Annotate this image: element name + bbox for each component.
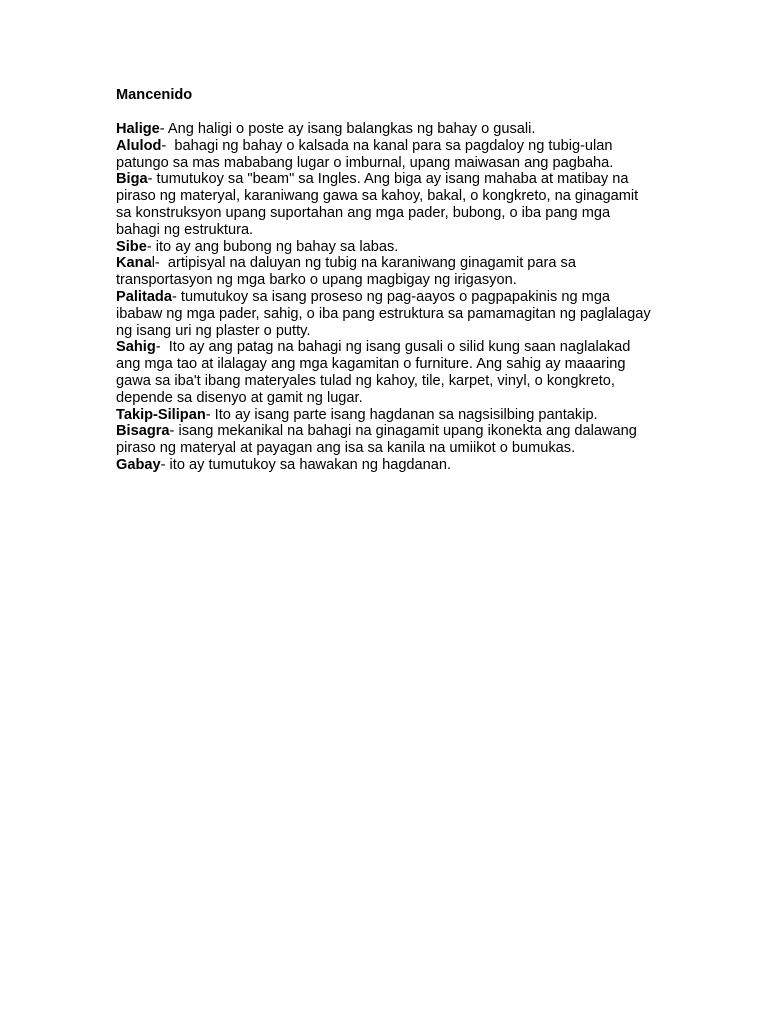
glossary-entry-biga <box>116 171 656 238</box>
entry-term: Alulod <box>116 137 162 154</box>
entry-definition: - ito ay ang bubong ng bahay sa labas. <box>146 238 399 255</box>
entry-definition: - Ito ay ang patag na bahagi ng isang gusali o silid kung saan naglalakad ang mga tao at ilalagay ang mga kagamitan o furniture. Ang sahig ay maaaring gawa sa iba't ibang materyales tulad ng kahoy, tile, karpet, vinyl, o kongkreto, depende sa disenyo at gamit ng lugar. <box>116 339 635 406</box>
entry-term: Sibe <box>116 238 147 255</box>
entry-term: Palitada <box>116 288 172 305</box>
glossary-entry-takip-silipan <box>116 407 656 424</box>
glossary-list <box>116 121 656 474</box>
entry-definition: - bahagi ng bahay o kalsada na kanal para sa pagdaloy ng tubig-ulan patungo sa mas mababang lugar o imburnal, upang maiwasan ang pagbaha. <box>116 137 617 171</box>
entry-definition: - Ito ay isang parte isang hagdanan sa nagsisilbing pantakip. <box>205 406 598 423</box>
glossary-entry-bisagra <box>116 423 656 457</box>
document-page <box>116 87 656 474</box>
entry-definition: - ito ay tumutukoy sa hawakan ng hagdanan. <box>160 456 452 473</box>
glossary-entry-gabay <box>116 457 656 474</box>
document-title: Mancenido <box>116 87 193 103</box>
entry-term: Gabay <box>116 456 161 473</box>
glossary-entry-alulod <box>116 138 656 172</box>
glossary-entry-palitada <box>116 289 656 339</box>
entry-term: Halige <box>116 121 160 137</box>
entry-term: Sahig <box>116 339 156 356</box>
entry-term: Biga <box>116 171 148 188</box>
entry-definition: - tumutukoy sa isang proseso ng pag-aayos o pagpapakinis ng mga ibabaw ng mga pader, sahig, o iba pang estruktura sa pamamagitan ng paglalagay ng isang uri ng plaster o putty. <box>116 288 655 339</box>
entry-definition: - Ang haligi o poste ay isang balangkas ng bahay o gusali. <box>159 121 536 137</box>
entry-definition: - isang mekanikal na bahagi na ginagamit upang ikonekta ang dalawang piraso ng materyal at payagan ang isa sa kanila na umiikot o bumukas. <box>116 423 641 457</box>
entry-term: Takip-Silipan <box>116 406 206 423</box>
entry-term: Bisagra <box>116 423 170 440</box>
glossary-entry-sahig <box>116 339 656 406</box>
entry-definition: l- artipisyal na daluyan ng tubig na karaniwang ginagamit para sa transportasyon ng mga barko o upang magbigay ng irigasyon. <box>116 255 581 289</box>
glossary-entry-kanal <box>116 255 656 289</box>
glossary-entry-sibe <box>116 239 656 256</box>
glossary-entry-halige <box>116 121 656 138</box>
entry-definition: - tumutukoy sa "beam" sa Ingles. Ang biga ay isang mahaba at matibay na piraso ng materyal, karaniwang gawa sa kahoy, bakal, o kongkreto, na ginagamit sa konstruksyon upang suportahan ang mga pader, bubong, o iba pang mga bahagi ng estruktura. <box>116 171 643 238</box>
entry-term: Kana <box>116 255 152 272</box>
